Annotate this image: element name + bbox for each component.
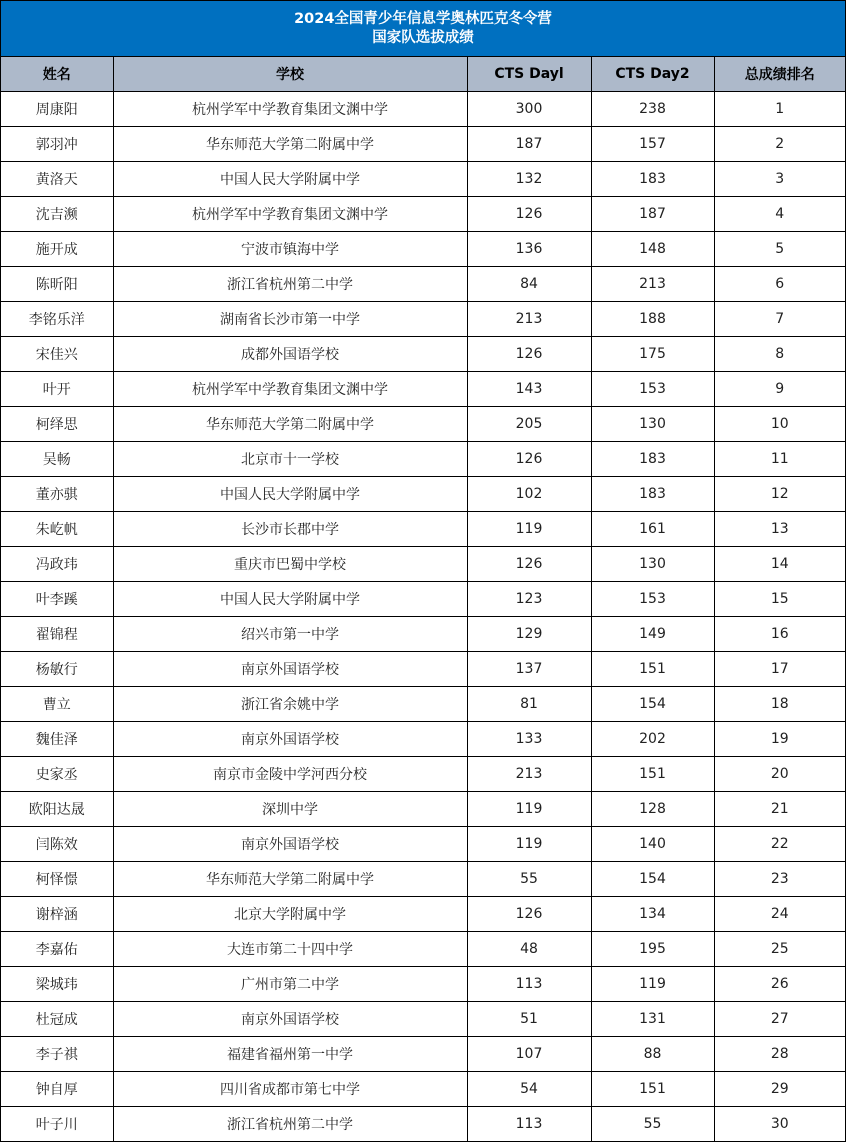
cell-cts-day1: 126 <box>467 441 591 476</box>
cell-cts-day2: 161 <box>591 511 714 546</box>
cell-rank: 23 <box>714 861 845 896</box>
cell-rank: 2 <box>714 126 845 161</box>
cell-name: 魏佳泽 <box>1 721 113 756</box>
table-row <box>1 91 845 126</box>
cell-cts-day2: 175 <box>591 336 714 371</box>
cell-name: 施开成 <box>1 231 113 266</box>
cell-rank: 11 <box>714 441 845 476</box>
cell-rank: 5 <box>714 231 845 266</box>
cell-school: 杭州学军中学教育集团文渊中学 <box>113 91 467 126</box>
cell-cts-day1: 123 <box>467 581 591 616</box>
cell-rank: 24 <box>714 896 845 931</box>
table-row <box>1 616 845 651</box>
cell-cts-day1: 84 <box>467 266 591 301</box>
table-row <box>1 1071 845 1106</box>
table-row <box>1 1106 845 1141</box>
table-row <box>1 511 845 546</box>
cell-school: 浙江省杭州第二中学 <box>113 1106 467 1141</box>
cell-school: 四川省成都市第七中学 <box>113 1071 467 1106</box>
cell-cts-day1: 205 <box>467 406 591 441</box>
cell-name: 翟锦程 <box>1 616 113 651</box>
header-total-rank: 总成绩排名 <box>714 57 845 91</box>
cell-school: 南京外国语学校 <box>113 826 467 861</box>
cell-cts-day1: 119 <box>467 511 591 546</box>
cell-cts-day1: 48 <box>467 931 591 966</box>
cell-name: 吴畅 <box>1 441 113 476</box>
cell-rank: 20 <box>714 756 845 791</box>
cell-school: 杭州学军中学教育集团文渊中学 <box>113 196 467 231</box>
cell-cts-day1: 81 <box>467 686 591 721</box>
cell-cts-day1: 129 <box>467 616 591 651</box>
cell-school: 广州市第二中学 <box>113 966 467 1001</box>
cell-cts-day1: 137 <box>467 651 591 686</box>
cell-cts-day2: 153 <box>591 371 714 406</box>
cell-cts-day1: 113 <box>467 1106 591 1141</box>
cell-school: 重庆市巴蜀中学校 <box>113 546 467 581</box>
cell-cts-day2: 119 <box>591 966 714 1001</box>
cell-cts-day1: 136 <box>467 231 591 266</box>
cell-rank: 29 <box>714 1071 845 1106</box>
title-line-1: 2024全国青少年信息学奥林匹克冬令营 <box>294 10 552 27</box>
cell-rank: 10 <box>714 406 845 441</box>
cell-rank: 26 <box>714 966 845 1001</box>
table-row <box>1 441 845 476</box>
cell-rank: 7 <box>714 301 845 336</box>
cell-cts-day2: 151 <box>591 756 714 791</box>
cell-cts-day1: 55 <box>467 861 591 896</box>
cell-rank: 16 <box>714 616 845 651</box>
table-row <box>1 756 845 791</box>
table-row <box>1 336 845 371</box>
cell-name: 叶开 <box>1 371 113 406</box>
table-row <box>1 896 845 931</box>
cell-cts-day2: 188 <box>591 301 714 336</box>
table-row <box>1 231 845 266</box>
cell-name: 李子祺 <box>1 1036 113 1071</box>
cell-school: 浙江省杭州第二中学 <box>113 266 467 301</box>
cell-cts-day1: 126 <box>467 196 591 231</box>
cell-name: 欧阳达晟 <box>1 791 113 826</box>
cell-school: 北京大学附属中学 <box>113 896 467 931</box>
cell-cts-day2: 55 <box>591 1106 714 1141</box>
header-name: 姓名 <box>1 57 113 91</box>
cell-name: 叶李蹊 <box>1 581 113 616</box>
cell-cts-day2: 151 <box>591 651 714 686</box>
table-row <box>1 966 845 1001</box>
table-row <box>1 931 845 966</box>
cell-school: 南京外国语学校 <box>113 651 467 686</box>
cell-name: 史家丞 <box>1 756 113 791</box>
cell-cts-day1: 126 <box>467 336 591 371</box>
cell-cts-day1: 51 <box>467 1001 591 1036</box>
cell-cts-day2: 154 <box>591 686 714 721</box>
cell-school: 绍兴市第一中学 <box>113 616 467 651</box>
results-table <box>1 57 845 1141</box>
cell-cts-day2: 187 <box>591 196 714 231</box>
cell-rank: 22 <box>714 826 845 861</box>
cell-school: 中国人民大学附属中学 <box>113 476 467 511</box>
header-school: 学校 <box>113 57 467 91</box>
cell-cts-day2: 148 <box>591 231 714 266</box>
table-row <box>1 861 845 896</box>
table-row <box>1 301 845 336</box>
cell-cts-day2: 151 <box>591 1071 714 1106</box>
cell-cts-day1: 126 <box>467 546 591 581</box>
cell-cts-day2: 130 <box>591 546 714 581</box>
cell-rank: 27 <box>714 1001 845 1036</box>
cell-cts-day2: 183 <box>591 476 714 511</box>
title-line-2: 国家队选拔成绩 <box>372 29 474 46</box>
cell-name: 朱屹帆 <box>1 511 113 546</box>
cell-cts-day1: 119 <box>467 826 591 861</box>
cell-cts-day1: 54 <box>467 1071 591 1106</box>
cell-name: 杨敏行 <box>1 651 113 686</box>
cell-cts-day1: 187 <box>467 126 591 161</box>
cell-cts-day2: 183 <box>591 441 714 476</box>
table-row <box>1 791 845 826</box>
cell-school: 福建省福州第一中学 <box>113 1036 467 1071</box>
cell-cts-day2: 134 <box>591 896 714 931</box>
cell-name: 梁城玮 <box>1 966 113 1001</box>
cell-school: 湖南省长沙市第一中学 <box>113 301 467 336</box>
cell-cts-day1: 300 <box>467 91 591 126</box>
cell-school: 华东师范大学第二附属中学 <box>113 406 467 441</box>
cell-cts-day1: 119 <box>467 791 591 826</box>
cell-cts-day1: 213 <box>467 301 591 336</box>
title-banner <box>1 1 845 57</box>
table-row <box>1 826 845 861</box>
cell-cts-day2: 157 <box>591 126 714 161</box>
table-row <box>1 406 845 441</box>
cell-name: 郭羽冲 <box>1 126 113 161</box>
table-row <box>1 196 845 231</box>
cell-rank: 4 <box>714 196 845 231</box>
cell-name: 宋佳兴 <box>1 336 113 371</box>
cell-cts-day1: 126 <box>467 896 591 931</box>
cell-cts-day2: 195 <box>591 931 714 966</box>
cell-name: 叶子川 <box>1 1106 113 1141</box>
cell-school: 华东师范大学第二附属中学 <box>113 126 467 161</box>
cell-school: 南京外国语学校 <box>113 721 467 756</box>
cell-cts-day1: 213 <box>467 756 591 791</box>
cell-rank: 25 <box>714 931 845 966</box>
cell-name: 钟自厚 <box>1 1071 113 1106</box>
table-body <box>1 91 845 1141</box>
cell-cts-day1: 133 <box>467 721 591 756</box>
cell-name: 冯政玮 <box>1 546 113 581</box>
table-row <box>1 266 845 301</box>
cell-school: 成都外国语学校 <box>113 336 467 371</box>
header-row <box>1 57 845 91</box>
cell-cts-day1: 102 <box>467 476 591 511</box>
cell-cts-day1: 143 <box>467 371 591 406</box>
cell-rank: 17 <box>714 651 845 686</box>
cell-name: 陈昕阳 <box>1 266 113 301</box>
cell-cts-day2: 149 <box>591 616 714 651</box>
cell-school: 北京市十一学校 <box>113 441 467 476</box>
cell-cts-day2: 154 <box>591 861 714 896</box>
cell-school: 大连市第二十四中学 <box>113 931 467 966</box>
cell-cts-day2: 202 <box>591 721 714 756</box>
cell-school: 深圳中学 <box>113 791 467 826</box>
cell-name: 曹立 <box>1 686 113 721</box>
cell-rank: 9 <box>714 371 845 406</box>
cell-cts-day1: 113 <box>467 966 591 1001</box>
cell-cts-day2: 140 <box>591 826 714 861</box>
cell-name: 闫陈效 <box>1 826 113 861</box>
table-row <box>1 1001 845 1036</box>
cell-school: 南京市金陵中学河西分校 <box>113 756 467 791</box>
cell-cts-day2: 213 <box>591 266 714 301</box>
cell-name: 柯怿憬 <box>1 861 113 896</box>
table-row <box>1 126 845 161</box>
header-cts-day2: CTS Day2 <box>591 57 714 91</box>
cell-name: 李铭乐洋 <box>1 301 113 336</box>
cell-cts-day2: 153 <box>591 581 714 616</box>
cell-rank: 12 <box>714 476 845 511</box>
cell-rank: 13 <box>714 511 845 546</box>
cell-rank: 30 <box>714 1106 845 1141</box>
cell-name: 李嘉佑 <box>1 931 113 966</box>
cell-cts-day2: 131 <box>591 1001 714 1036</box>
cell-school: 杭州学军中学教育集团文渊中学 <box>113 371 467 406</box>
table-row <box>1 371 845 406</box>
cell-school: 浙江省余姚中学 <box>113 686 467 721</box>
table-row <box>1 686 845 721</box>
cell-name: 柯绎思 <box>1 406 113 441</box>
cell-school: 宁波市镇海中学 <box>113 231 467 266</box>
cell-school: 长沙市长郡中学 <box>113 511 467 546</box>
table-row <box>1 581 845 616</box>
cell-school: 南京外国语学校 <box>113 1001 467 1036</box>
cell-cts-day1: 107 <box>467 1036 591 1071</box>
table-row <box>1 161 845 196</box>
cell-rank: 28 <box>714 1036 845 1071</box>
cell-cts-day1: 132 <box>467 161 591 196</box>
cell-rank: 14 <box>714 546 845 581</box>
cell-cts-day2: 238 <box>591 91 714 126</box>
cell-school: 华东师范大学第二附属中学 <box>113 861 467 896</box>
cell-rank: 15 <box>714 581 845 616</box>
cell-name: 谢梓涵 <box>1 896 113 931</box>
cell-name: 沈吉濒 <box>1 196 113 231</box>
cell-name: 杜冠成 <box>1 1001 113 1036</box>
cell-school: 中国人民大学附属中学 <box>113 581 467 616</box>
cell-cts-day2: 128 <box>591 791 714 826</box>
cell-rank: 18 <box>714 686 845 721</box>
table-row <box>1 476 845 511</box>
table-row <box>1 546 845 581</box>
cell-cts-day2: 183 <box>591 161 714 196</box>
cell-rank: 3 <box>714 161 845 196</box>
table-row <box>1 651 845 686</box>
cell-rank: 1 <box>714 91 845 126</box>
header-cts-day1: CTS Dayl <box>467 57 591 91</box>
cell-rank: 21 <box>714 791 845 826</box>
cell-name: 董亦骐 <box>1 476 113 511</box>
cell-cts-day2: 130 <box>591 406 714 441</box>
cell-rank: 19 <box>714 721 845 756</box>
table-row <box>1 721 845 756</box>
cell-rank: 8 <box>714 336 845 371</box>
cell-cts-day2: 88 <box>591 1036 714 1071</box>
cell-rank: 6 <box>714 266 845 301</box>
cell-school: 中国人民大学附属中学 <box>113 161 467 196</box>
cell-name: 黄洛天 <box>1 161 113 196</box>
table-row <box>1 1036 845 1071</box>
cell-name: 周康阳 <box>1 91 113 126</box>
